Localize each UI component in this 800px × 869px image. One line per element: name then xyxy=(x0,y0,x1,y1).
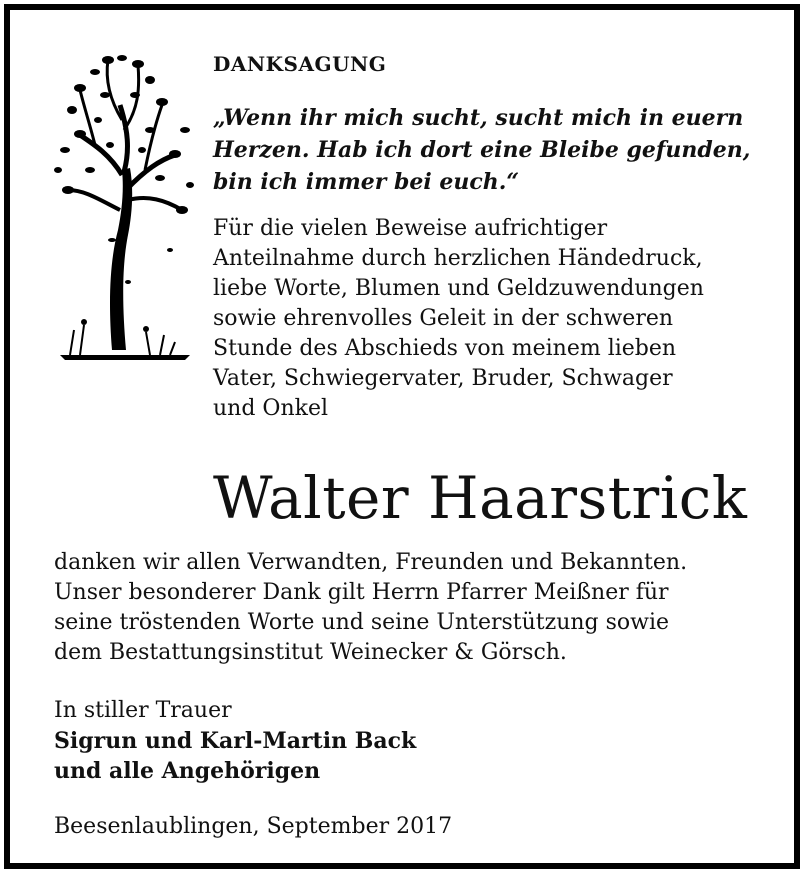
signoff xyxy=(54,696,416,786)
thanks-line: seine tröstenden Worte und seine Unterstützung sowie xyxy=(54,610,670,635)
intro-line: liebe Worte, Blumen und Geldzuwendungen xyxy=(213,276,704,301)
thanks-paragraph xyxy=(54,548,774,668)
signoff-relatives: und alle Angehörigen xyxy=(54,758,321,784)
signoff-names: Sigrun und Karl-Martin Back xyxy=(54,728,417,754)
intro-line: sowie ehrenvolles Geleit in der schweren xyxy=(213,306,674,331)
intro-line: Für die vielen Beweise aufrichtiger xyxy=(213,216,608,241)
intro-paragraph xyxy=(213,214,773,424)
memorial-quote xyxy=(213,102,773,198)
thanks-line: Unser besonderer Dank gilt Herrn Pfarrer Meißner für xyxy=(54,580,669,605)
page-title: DANKSAGUNG xyxy=(213,52,387,76)
place-and-date: Beesenlaublingen, September 2017 xyxy=(54,814,453,839)
quote-line: Herzen. Hab ich dort eine Bleibe gefunden, xyxy=(213,137,751,163)
thanks-line: dem Bestattungsinstitut Weinecker & Görsch. xyxy=(54,640,567,665)
obituary-frame xyxy=(4,4,800,869)
intro-line: Anteilnahme durch herzlichen Händedruck, xyxy=(213,246,703,271)
intro-line: Vater, Schwiegervater, Bruder, Schwager xyxy=(213,366,673,391)
deceased-name: Walter Haarstrick xyxy=(213,464,748,532)
intro-line: und Onkel xyxy=(213,396,329,421)
thanks-line: danken wir allen Verwandten, Freunden und Bekannten. xyxy=(54,550,688,575)
quote-line: „Wenn ihr mich sucht, sucht mich in euern xyxy=(213,105,744,131)
signoff-intro: In stiller Trauer xyxy=(54,698,232,723)
tree-with-falling-leaves-icon xyxy=(50,50,195,375)
intro-line: Stunde des Abschieds von meinem lieben xyxy=(213,336,677,361)
quote-line: bin ich immer bei euch.“ xyxy=(213,169,520,195)
